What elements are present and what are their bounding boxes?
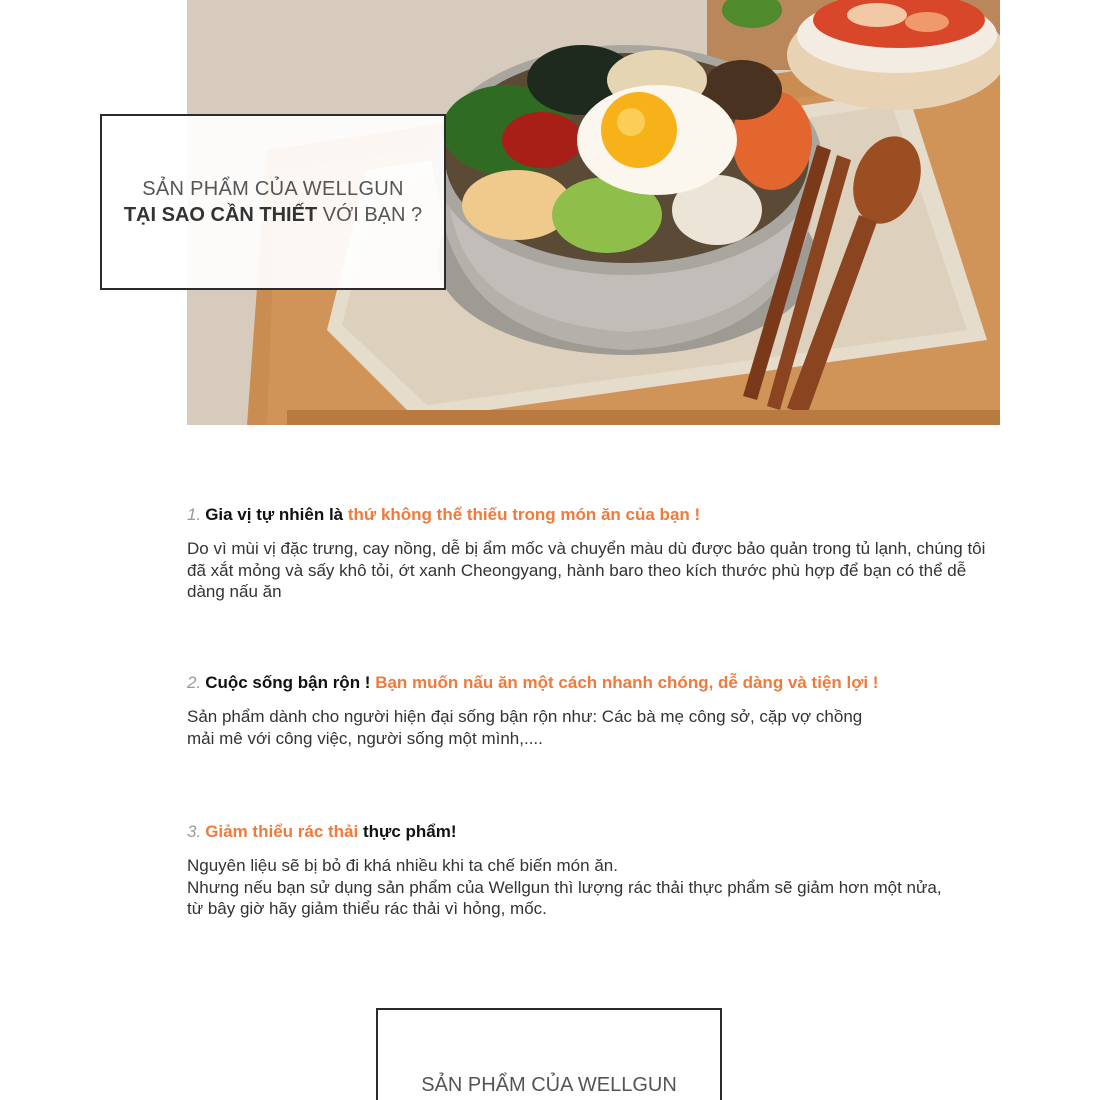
reason-number: 2. bbox=[187, 673, 202, 692]
reason-body-line: từ bây giờ hãy giảm thiểu rác thải vì hỏng, mốc. bbox=[187, 899, 547, 918]
title-line2 bbox=[124, 202, 422, 228]
reason-body-line: Sản phẩm dành cho người hiện đại sống bận rộn như: Các bà mẹ công sở, cặp vợ chồng bbox=[187, 707, 863, 726]
reason-body-line: mải mê với công việc, người sống một mình,.... bbox=[187, 728, 543, 748]
reason-body-2 bbox=[187, 706, 1007, 749]
reason-body-line: Nhưng nếu bạn sử dụng sản phẩm của Wellgun thì lượng rác thải thực phẩm sẽ giảm hơn một nửa, bbox=[187, 877, 942, 897]
reason-heading-plain: Cuộc sống bận rộn ! bbox=[205, 673, 376, 692]
reason-section-1 bbox=[187, 504, 1007, 603]
why-needed-title-box bbox=[100, 114, 446, 290]
reason-body-3 bbox=[187, 855, 1007, 920]
reason-heading-accent: thứ không thể thiếu trong món ăn của bạn ! bbox=[347, 505, 701, 524]
title-line1: SẢN PHẨM CỦA WELLGUN bbox=[142, 178, 404, 200]
reason-section-2 bbox=[187, 672, 1007, 749]
title-line2-rest: VỚI BẠN ? bbox=[317, 204, 423, 226]
reason-section-3 bbox=[187, 821, 1007, 920]
reason-body-1 bbox=[187, 538, 992, 603]
reason-heading-accent: Giảm thiểu rác thải bbox=[205, 822, 359, 841]
reason-number: 1. bbox=[187, 505, 202, 524]
reason-body-line: Do vì mùi vị đặc trưng, cay nồng, dễ bị ẩm mốc và chuyển màu dù được bảo quản trong tủ lạnh, chúng tôi đã xắt mỏng và sấy khô tỏi, ớt xanh Cheongyang, hành baro theo kích thước phù hợp để bạn có thể dễ dàng nấu ăn bbox=[187, 539, 986, 601]
reason-heading-accent: Bạn muốn nấu ăn một cách nhanh chóng, dễ dàng và tiện lợi ! bbox=[375, 673, 879, 692]
reason-heading-plain: Gia vị tự nhiên là bbox=[205, 505, 348, 524]
reason-body-line: Nguyên liệu sẽ bị bỏ đi khá nhiều khi ta chế biến món ăn. bbox=[187, 856, 618, 875]
title-line1: SẢN PHẨM CỦA WELLGUN bbox=[421, 1074, 677, 1096]
title-line2-bold: TẠI SAO CẦN THIẾT bbox=[123, 204, 318, 226]
reason-heading-3 bbox=[187, 821, 1007, 843]
reason-number: 3. bbox=[187, 822, 202, 841]
reason-heading-1 bbox=[187, 504, 1007, 526]
reason-heading-2 bbox=[187, 672, 1007, 694]
product-title-box bbox=[376, 1008, 722, 1100]
reason-heading-plain: thực phẩm! bbox=[358, 822, 457, 841]
